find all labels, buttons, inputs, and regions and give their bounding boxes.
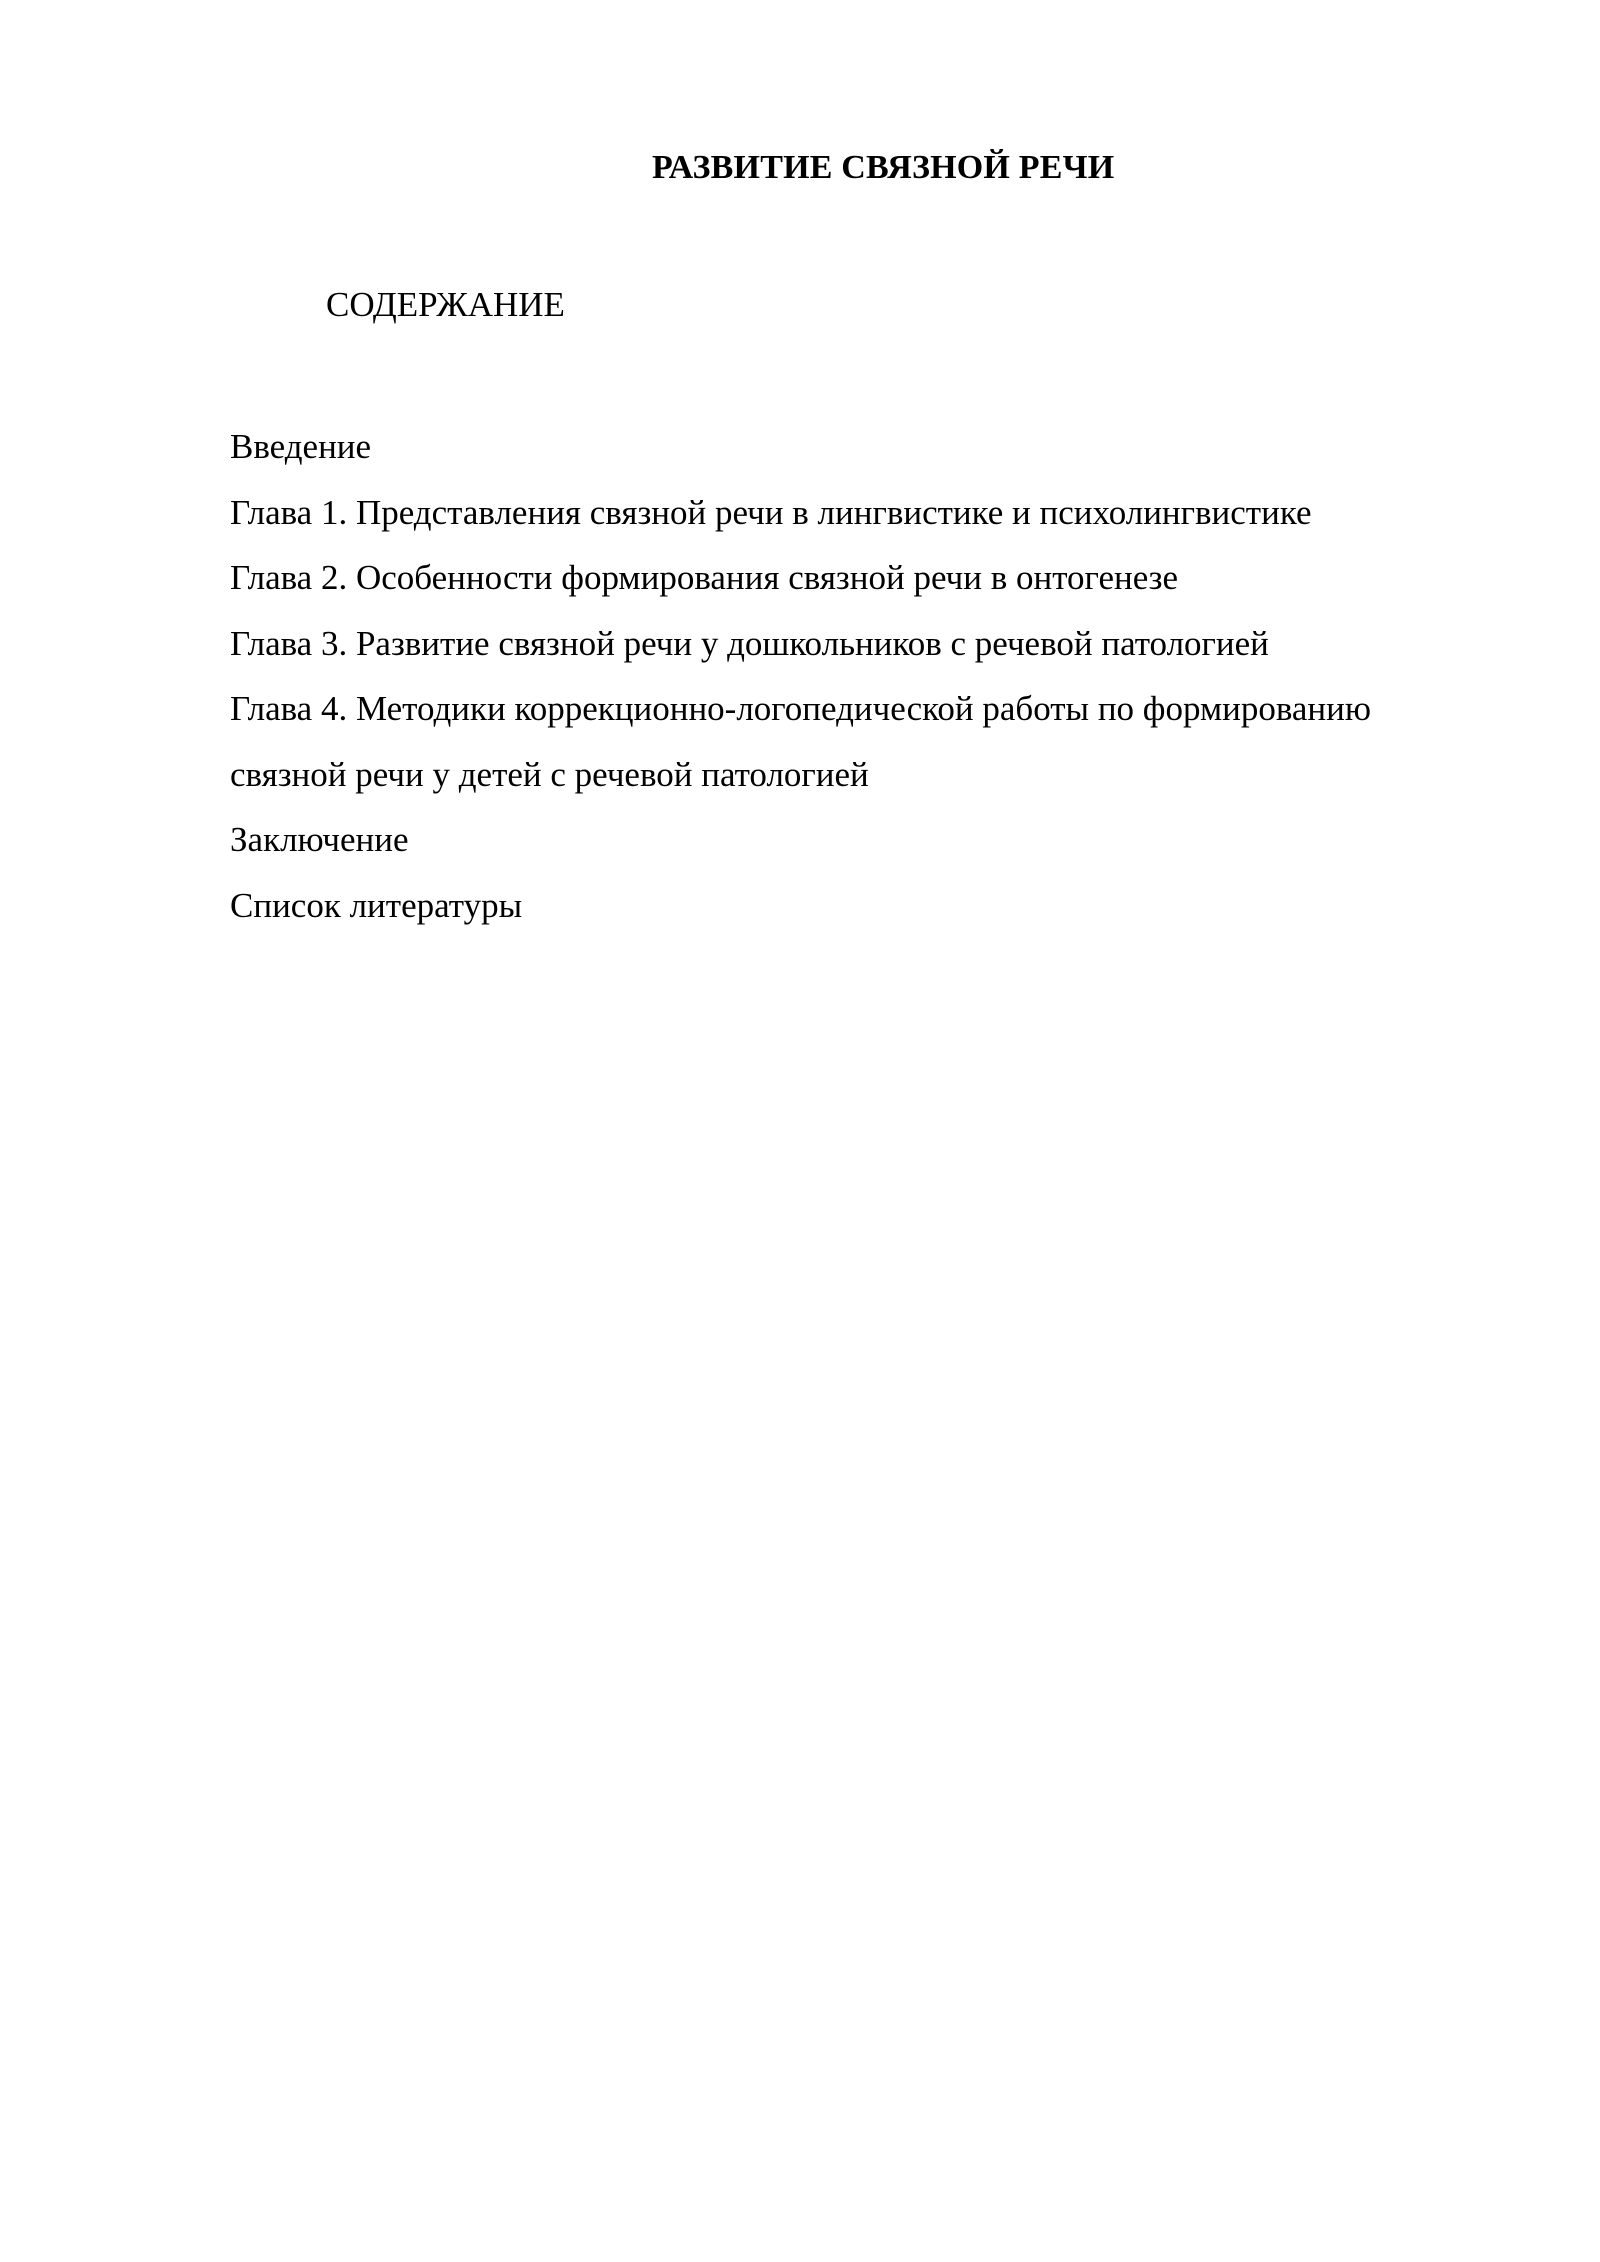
toc-item-conclusion: Заключение xyxy=(230,820,409,859)
toc-heading: СОДЕРЖАНИЕ xyxy=(326,285,565,324)
table-of-contents xyxy=(230,414,1480,938)
toc-item-chapter-2: Глава 2. Особенности формирования связной речи в онтогенезе xyxy=(230,558,1179,597)
document-title: РАЗВИТИЕ СВЯЗНОЙ РЕЧИ xyxy=(652,149,1115,186)
toc-item-bibliography: Список литературы xyxy=(230,885,523,925)
toc-item-chapter-4: Глава 4. Методики коррекционно-логопедической работы по формированию xyxy=(230,689,1372,728)
toc-item-chapter-4-continued: связной речи у детей с речевой патологией xyxy=(230,754,869,794)
toc-item-chapter-3: Глава 3. Развитие связной речи у дошкольников с речевой патологией xyxy=(230,623,1269,663)
toc-item-chapter-1: Глава 1. Представления связной речи в лингвистике и психолингвистике xyxy=(230,492,1312,532)
toc-item-introduction: Введение xyxy=(230,427,372,466)
